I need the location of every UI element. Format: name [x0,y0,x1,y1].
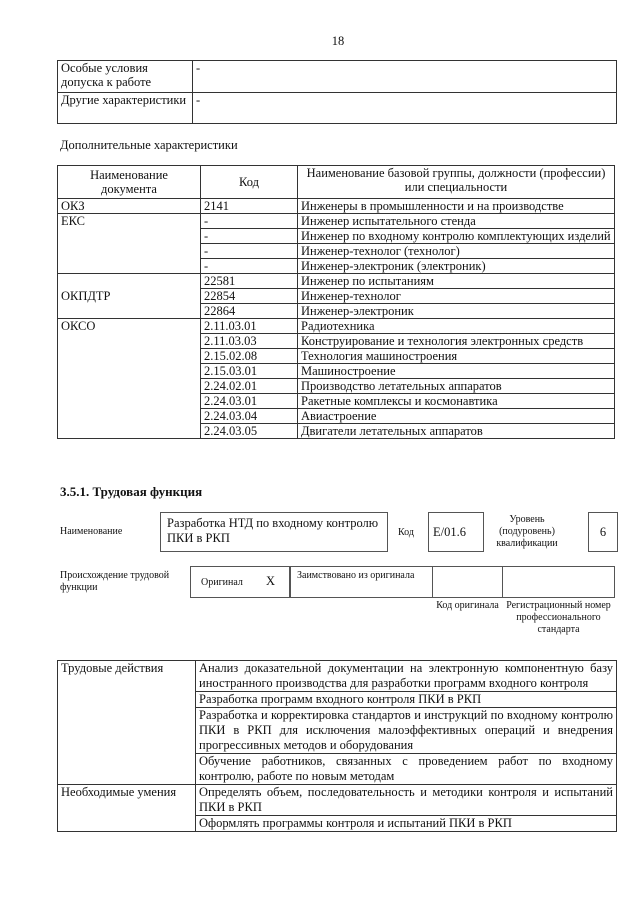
row-value: - [193,61,617,93]
table-row [58,661,617,692]
code-cell: 2.15.03.01 [201,364,298,379]
code-cell: 2.11.03.03 [201,334,298,349]
code-label: Код [398,527,414,538]
table-row [58,199,615,214]
code-cell: 22854 [201,289,298,304]
table-row [58,214,615,229]
original-label: Оригинал [201,577,243,588]
section-title: 3.5.1. Трудовая функция [60,484,203,499]
code-cell: 2.15.02.08 [201,349,298,364]
name-label: Наименование [60,526,123,537]
row-label: Другие характеристики [58,93,193,124]
code-cell: 2.11.03.01 [201,319,298,334]
original-cell [190,566,290,598]
duties-table [57,660,617,832]
original-mark: X [266,574,276,588]
title-cell: Технология машиностроения [298,349,615,364]
function-code: E/01.6 [428,512,484,552]
registration-number-cell [502,566,615,598]
document-name: ОКПДТР [58,274,201,319]
section-heading: Дополнительные характеристики [60,138,238,152]
document-name: ОКСО [58,319,201,439]
code-cell: 2.24.03.04 [201,409,298,424]
code-cell: 2.24.03.05 [201,424,298,439]
document-name: ОКЗ [58,199,201,214]
header-cell: Наименование документа [58,166,201,199]
conditions-table [57,60,617,124]
title-cell: Инженер-технолог (технолог) [298,244,615,259]
function-name: Разработка НТД по входному контролю ПКИ в РКП [160,512,388,552]
title-cell: Ракетные комплексы и космонавтика [298,394,615,409]
title-cell: Инженер по входному контролю комплектующих изделий [298,229,615,244]
code-cell: 2.24.02.01 [201,379,298,394]
title-cell: Инженер-электроник (электроник) [298,259,615,274]
code-cell: 2.24.03.01 [201,394,298,409]
title-cell: Двигатели летательных аппаратов [298,424,615,439]
title-cell: Конструирование и технология электронных средств [298,334,615,349]
qualification-level: 6 [588,512,618,552]
row-label: Особые условия допуска к работе [58,61,193,93]
table-row [58,61,617,93]
document-name: ЕКС [58,214,201,274]
duty-item: Оформлять программы контроля и испытаний ПКИ в РКП [196,816,617,832]
title-cell: Авиастроение [298,409,615,424]
title-cell: Машиностроение [298,364,615,379]
code-cell: - [201,259,298,274]
title-cell: Инженер испытательного стенда [298,214,615,229]
level-label: Уровень (подуровень) квалификации [496,514,558,549]
duty-item: Разработка и корректировка стандартов и инструкций по входному контролю ПКИ в РКП для исключения малоэффективных операций и внедрения прогрессивных методов и оборудования [196,708,617,754]
duty-item: Анализ доказательной документации на электронную компонентную базу иностранного производства для разработки программ входного контроля [196,661,617,692]
code-cell: 2141 [201,199,298,214]
table-row [58,93,617,124]
code-cell: - [201,214,298,229]
row-value: - [193,93,617,124]
original-code-cell [432,566,503,598]
code-cell: - [201,244,298,259]
duty-item: Определять объем, последовательность и методики контроля и испытаний ПКИ в РКП [196,785,617,816]
additional-characteristics-table [57,165,615,439]
duty-category: Трудовые действия [58,661,196,785]
origin-label: Происхождение трудовой функции [60,570,170,593]
registration-caption: Регистрационный номер профессионального стандарта [506,600,611,635]
header-cell: Наименование базовой группы, должности (профессии) или специальности [298,166,615,199]
title-cell: Радиотехника [298,319,615,334]
duty-item: Разработка программ входного контроля ПКИ в РКП [196,692,617,708]
header-cell: Код [201,166,298,199]
title-cell: Инженер по испытаниям [298,274,615,289]
title-cell: Инженеры в промышленности и на производстве [298,199,615,214]
page-number: 18 [331,34,345,48]
table-row [58,785,617,816]
title-cell: Инженер-технолог [298,289,615,304]
duty-item: Обучение работников, связанных с проведением работ по входному контролю, работе по новым методам [196,754,617,785]
table-row [58,319,615,334]
borrowed-label: Заимствовано из оригинала [290,566,433,598]
duty-category: Необходимые умения [58,785,196,832]
title-cell: Инженер-электроник [298,304,615,319]
table-row [58,274,615,289]
code-cell: 22864 [201,304,298,319]
code-cell: 22581 [201,274,298,289]
title-cell: Производство летательных аппаратов [298,379,615,394]
code-cell: - [201,229,298,244]
original-code-caption: Код оригинала [436,600,499,611]
